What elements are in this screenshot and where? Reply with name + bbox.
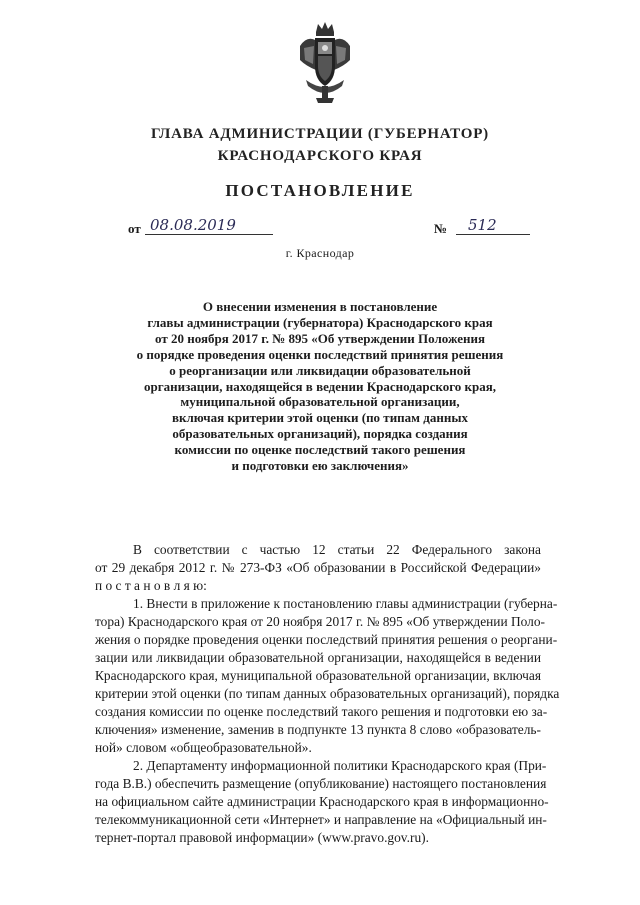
date-underline — [145, 234, 273, 235]
body-line: телекоммуникационной сети «Интернет» и направление на «Официальный ин- — [95, 812, 547, 827]
body-line: ной» словом «общеобразовательной». — [95, 740, 312, 755]
number-label: № — [434, 221, 448, 236]
title-line: и подготовки ею заключения» — [231, 458, 409, 474]
issuer-title-line-1: ГЛАВА АДМИНИСТРАЦИИ (ГУБЕРНАТОР) — [151, 126, 489, 142]
body-line: критерии этой оценки (по типам данных образовательных организаций), порядка — [95, 686, 560, 701]
body-line: тора) Краснодарского края от 20 ноября 2017 г. № 895 «Об утверждении Поло- — [95, 614, 546, 629]
number-underline — [456, 234, 530, 235]
body-line: на официальном сайте администрации Краснодарского края в информационно- — [95, 794, 549, 809]
title-line: включая критерии этой оценки (по типам данных — [172, 410, 468, 426]
title-line: о реорганизации или ликвидации образовательной — [169, 362, 471, 378]
date-value: 08.08.2019 — [150, 216, 236, 234]
body-line: 2. Департаменту информационной политики Краснодарского края (При- — [133, 758, 547, 773]
body-line: от 29 декабря 2012 г. № 273-ФЗ «Об образовании в Российской Федерации» — [95, 560, 541, 575]
title-line: от 20 ноября 2017 г. № 895 «Об утверждении Положения — [155, 330, 485, 346]
body-line: ключения» изменение, заменив в подпункте 13 пункта 8 слово «образователь- — [95, 722, 541, 737]
body-line-resolve: п о с т а н о в л я ю: — [95, 578, 207, 593]
title-line: главы администрации (губернатора) Краснодарского края — [147, 314, 493, 330]
body-line: зации или ликвидации образовательной организации, находящейся в ведении — [95, 650, 541, 665]
title-line: муниципальной образовательной организации, — [180, 394, 460, 410]
body-line: Краснодарского края, муниципальной образовательной организации, включая — [95, 668, 541, 683]
date-label: от — [128, 221, 141, 236]
title-line: о порядке проведения оценки последствий принятия решения — [136, 346, 504, 362]
date-number-row — [0, 216, 640, 240]
body-line: года В.В.) обеспечить размещение (опубликование) настоящего постановления — [95, 776, 547, 791]
body-line: тернет-портал правовой информации» (www.pravo.gov.ru). — [95, 830, 429, 845]
document-title — [100, 299, 540, 474]
issuer-title-line-2: КРАСНОДАРСКОГО КРАЯ — [217, 148, 423, 164]
body-line: создания комиссии по оценке последствий такого решения и подготовки ею за- — [95, 704, 548, 719]
krasnodar-coat-of-arms-icon — [294, 20, 356, 104]
document-type: ПОСТАНОВЛЕНИЕ — [225, 181, 415, 200]
number-value: 512 — [468, 216, 497, 234]
title-line: комиссии по оценке последствий такого решения — [174, 442, 466, 458]
document-body — [95, 541, 560, 847]
body-line: 1. Внести в приложение к постановлению главы администрации (губерна- — [133, 596, 558, 611]
city: г. Краснодар — [285, 246, 355, 260]
title-line: организации, находящейся в ведении Краснодарского края, — [143, 378, 497, 394]
body-line: жения о порядке проведения оценки последствий принятия решения о реоргани- — [95, 632, 558, 647]
body-line: В соответствии с частью 12 статьи 22 Федерального закона — [133, 542, 541, 557]
title-line: образовательных организаций), порядка создания — [172, 426, 468, 442]
title-line: О внесении изменения в постановление — [202, 299, 438, 314]
